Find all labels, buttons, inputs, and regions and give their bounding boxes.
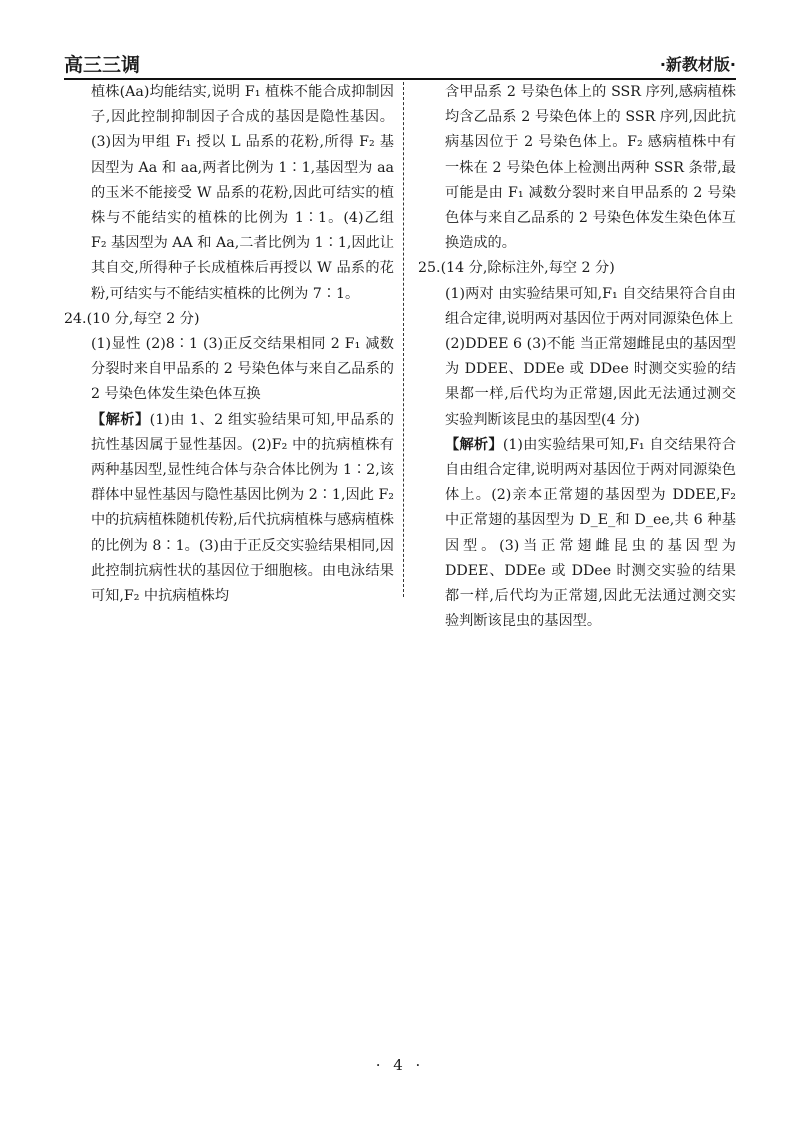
page-header (64, 48, 736, 80)
column-divider (403, 82, 404, 597)
explanation-label: 【解析】 (90, 411, 150, 428)
header-left-title: 高三三调 (64, 54, 141, 76)
question-24-explanation (64, 408, 394, 610)
question-25-heading: 25.(14 分,除标注外,每空 2 分) (418, 260, 615, 277)
question-24-heading: 24.(10 分,每空 2 分) (64, 310, 200, 327)
header-right-title: ·新教材版· (659, 55, 736, 74)
question-24-answer: (1)显性 (2)8∶1 (3)正反交结果相同 2 F₁ 减数分裂时来自甲品系的 2 号染色体与来自乙品系的 2 号染色体发生染色体互换 (90, 336, 394, 403)
right-column (418, 80, 736, 634)
left-continued-paragraph: 植株(Aa)均能结实,说明 F₁ 植株不能合成抑制因子,因此控制抑制因子合成的基因是隐性基因。(3)因为甲组 F₁ 授以 L 品系的花粉,所得 F₂ 基因型为 Aa 和 aa,两者比例为 1∶1,基因型为 aa 的玉米不能接受 W 品系的花粉,因此可结实的植株与不能结实的植株的比例为 1∶1。(4)乙组 F₂ 基因型为 AA 和 Aa,二者比例为 1∶1,因此让其自交,所得种子长成植株后再授以 W 品系的花粉,可结实与不能结实植株的比例为 7∶1。 (90, 84, 394, 302)
question-25-explanation (418, 433, 736, 635)
question-25-explanation-text: (1)由实验结果可知,F₁ 自交结果符合自由组合定律,说明两对基因位于两对同源染色体上。(2)亲本正常翅的基因型为 DDEE,F₂ 中正常翅的基因型为 D_E_和 D_ee,共 6 种基因型。(3)当正常翅雌昆虫的基因型为 DDEE、DDEe 或 DDee 时测交实验的结果都一样,后代均为正常翅,因此无法通过测交实验判断该昆虫的基因型。 (444, 436, 736, 630)
question-25-answer-1: (1)两对 由实验结果可知,F₁ 自交结果符合自由组合定律,说明两对基因位于两对同源染色体上 (444, 285, 736, 327)
question-24-explanation-text: (1)由 1、2 组实验结果可知,甲品系的抗性基因属于显性基因。(2)F₂ 中的抗病植株有两种基因型,显性纯合体与杂合体比例为 1∶2,该群体中显性基因与隐性基因比例为 2∶1,因此 F₂ 中的抗病植株随机传粉,后代抗病植株与感病植株的比例为 8∶1。(3)由于正反交实验结果相同,因此控制抗病性状的基因位于细胞核。由电泳结果可知,F₂ 中抗病植株均 (90, 411, 394, 605)
question-25-answer-2: (2)DDEE 6 (3)不能 当正常翅雌昆虫的基因型为 DDEE、DDEe 或 DDee 时测交实验的结果都一样,后代均为正常翅,因此无法通过测交实验判断该昆虫的基因型(4 分) (444, 336, 736, 428)
page-number: · 4 · (375, 1056, 425, 1074)
explanation-label: 【解析】 (444, 436, 503, 453)
left-column (64, 80, 394, 609)
right-continued-paragraph: 含甲品系 2 号染色体上的 SSR 序列,感病植株均含乙品系 2 号染色体上的 SSR 序列,因此抗病基因位于 2 号染色体上。F₂ 感病植株中有一株在 2 号染色体上检测出两种 SSR 条带,最可能是由 F₁ 减数分裂时来自甲品系的 2 号染色体与来自乙品系的 2 号染色体发生染色体互换造成的。 (444, 84, 736, 252)
